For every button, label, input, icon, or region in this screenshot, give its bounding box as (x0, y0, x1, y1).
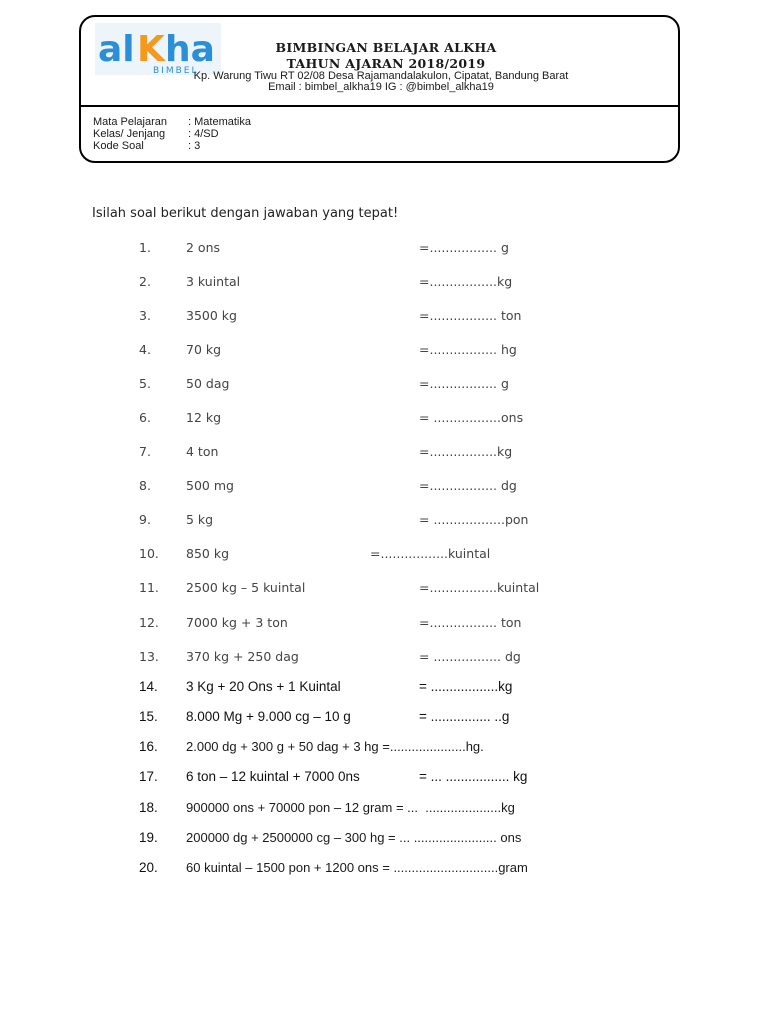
question-expression: 3 kuintal (186, 274, 241, 289)
question-line: 900000 ons + 70000 pon – 12 gram = ... .....................kg (186, 800, 515, 815)
question-number: 15. (139, 709, 158, 724)
answer-blank: =................. ton (419, 615, 522, 630)
answer-blank: = ..................pon (419, 512, 529, 527)
question-line: 2.000 dg + 300 g + 50 dag + 3 hg =.....................hg. (186, 739, 484, 754)
question-number: 18. (139, 800, 158, 815)
question-number: 3. (139, 308, 151, 323)
subject-row (93, 116, 251, 128)
alkha-logo (95, 23, 221, 75)
instruction-text: Isilah soal berikut dengan jawaban yang tepat! (92, 206, 399, 221)
svg-text:ha: ha (165, 29, 215, 70)
question-row (0, 342, 768, 362)
question-expression: 50 dag (186, 376, 230, 391)
question-number: 11. (139, 580, 159, 595)
answer-blank: =................. g (419, 376, 509, 391)
question-row (0, 512, 768, 532)
question-expression: 3 Kg + 20 Ons + 1 Kuintal (186, 679, 341, 694)
subject-label: Mata Pelajaran (93, 116, 167, 128)
code-label: Kode Soal (93, 140, 144, 152)
question-number: 20. (139, 860, 158, 875)
question-row (0, 615, 768, 635)
question-expression: 6 ton – 12 kuintal + 7000 0ns (186, 769, 360, 784)
svg-text:K: K (137, 29, 165, 70)
contact-line: Email : bimbel_alkha19 IG : @bimbel_alkha19 (268, 81, 494, 93)
question-expression: 70 kg (186, 342, 222, 357)
question-row (0, 709, 768, 729)
question-row (0, 769, 768, 789)
question-expression: 500 mg (186, 478, 234, 493)
answer-blank: = ................. dg (419, 649, 521, 664)
question-number: 1. (139, 240, 151, 255)
question-number: 19. (139, 830, 158, 845)
question-row (0, 580, 768, 600)
answer-blank: =................. g (419, 240, 509, 255)
question-number: 2. (139, 274, 151, 289)
question-row (0, 739, 768, 759)
question-row (0, 410, 768, 430)
question-expression: 2 ons (186, 240, 221, 255)
question-number: 6. (139, 410, 151, 425)
address: Kp. Warung Tiwu RT 02/08 Desa Rajamandalakulon, Cipatat, Bandung Barat (193, 70, 569, 82)
question-number: 5. (139, 376, 151, 391)
class-value: : 4/SD (188, 128, 219, 140)
question-number: 17. (139, 769, 158, 784)
code-row (93, 140, 200, 152)
question-row (0, 546, 768, 566)
question-row (0, 240, 768, 260)
answer-blank: =.................kuintal (419, 580, 540, 595)
question-number: 14. (139, 679, 158, 694)
question-number: 9. (139, 512, 151, 527)
question-expression: 2500 kg – 5 kuintal (186, 580, 306, 595)
question-line: 60 kuintal – 1500 pon + 1200 ons = .............................gram (186, 860, 528, 875)
question-expression: 370 kg + 250 dag (186, 649, 299, 664)
question-expression: 3500 kg (186, 308, 237, 323)
answer-blank: =................. hg (419, 342, 517, 357)
academic-year: TAHUN AJARAN 2018/2019 (286, 56, 486, 71)
header-box (79, 15, 680, 163)
answer-blank: =.................kg (419, 274, 513, 289)
question-number: 7. (139, 444, 151, 459)
question-expression: 850 kg (186, 546, 230, 561)
class-row (93, 128, 219, 140)
institution-name: BIMBINGAN BELAJAR ALKHA (275, 40, 497, 55)
header-divider (81, 105, 678, 107)
answer-blank: =................. ton (419, 308, 522, 323)
question-number: 16. (139, 739, 158, 754)
question-expression: 7000 kg + 3 ton (186, 615, 288, 630)
answer-blank: = ..................kg (419, 679, 513, 694)
question-row (0, 649, 768, 669)
question-row (0, 860, 768, 880)
code-value: : 3 (188, 140, 201, 152)
answer-blank: = ... ................. kg (419, 769, 528, 784)
answer-blank: =................. dg (419, 478, 517, 493)
question-number: 12. (139, 615, 159, 630)
question-number: 10. (139, 546, 159, 561)
answer-blank: = .................ons (419, 410, 524, 425)
svg-text:BIMBEL: BIMBEL (153, 66, 199, 75)
question-line: 200000 dg + 2500000 cg – 300 hg = ... ....................... ons (186, 830, 522, 845)
question-row (0, 308, 768, 328)
class-label: Kelas/ Jenjang (93, 128, 166, 140)
answer-blank: = ................ ..g (419, 709, 510, 724)
question-expression: 4 ton (186, 444, 219, 459)
question-expression: 5 kg (186, 512, 214, 527)
question-number: 13. (139, 649, 159, 664)
question-row (0, 274, 768, 294)
question-row (0, 444, 768, 464)
question-row (0, 830, 768, 850)
question-number: 4. (139, 342, 151, 357)
answer-blank: =.................kg (419, 444, 513, 459)
answer-blank: =.................kuintal (370, 546, 491, 561)
question-number: 8. (139, 478, 151, 493)
svg-text:al: al (98, 29, 135, 70)
question-row (0, 478, 768, 498)
question-row (0, 679, 768, 699)
subject-value: : Matematika (188, 116, 251, 128)
question-row (0, 800, 768, 820)
question-expression: 12 kg (186, 410, 222, 425)
question-row (0, 376, 768, 396)
question-expression: 8.000 Mg + 9.000 cg – 10 g (186, 709, 351, 724)
